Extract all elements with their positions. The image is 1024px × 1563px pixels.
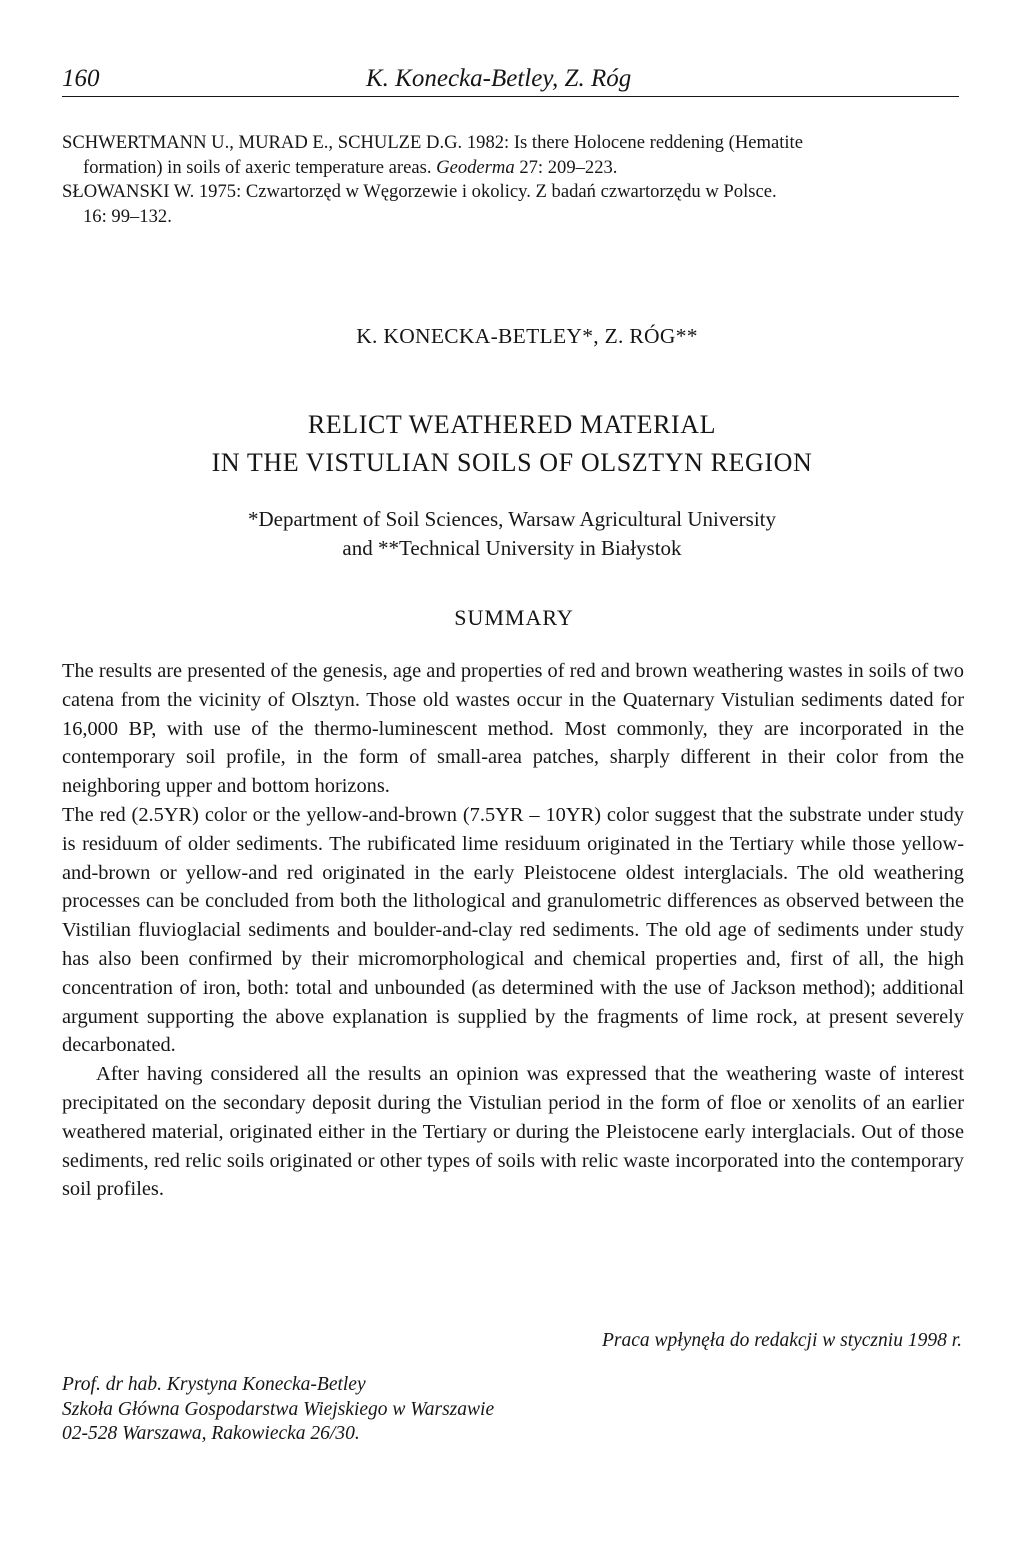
reference-pages: 27: 209–223. (519, 156, 618, 178)
received-note: Praca wpłynęła do redakcji w styczniu 1998 r. (602, 1330, 962, 1351)
affiliation-line: and **Technical University in Białystok (342, 536, 682, 560)
reference-list (62, 131, 962, 230)
article-authors: K. KONECKA-BETLEY*, Z. RÓG** (356, 324, 698, 348)
reference-text: formation) in soils of axeric temperature areas. (83, 156, 432, 178)
address-line: Prof. dr hab. Krystyna Konecka-Betley (62, 1374, 366, 1395)
article-title-line: RELICT WEATHERED MATERIAL (307, 410, 717, 439)
article-title-line: IN THE VISTULIAN SOILS OF OLSZTYN REGION (211, 448, 813, 477)
affiliation-line: *Department of Soil Sciences, Warsaw Agricultural University (247, 507, 777, 531)
summary-body (62, 657, 964, 1204)
reference-item (62, 131, 962, 180)
address-line: 02-528 Warszawa, Rakowiecka 26/30. (62, 1423, 360, 1444)
reference-continuation: 16: 99–132. (83, 206, 172, 228)
reference-continuation (62, 156, 962, 181)
page-number: 160 (62, 65, 100, 92)
summary-paragraph: The red (2.5YR) color or the yellow-and-brown (7.5YR – 10YR) color suggest that the substrate under study is residuum of older sediments. The rubificated lime residuum originated in the Tertiary while those yellow-and-brown or yellow-and red originated in the early Pleistocene oldest interglacials. The old weathering processes can be concluded from both the lithological and granulometric differences as observed between the Vistilian fluvioglacial sediments and boulder-and-clay red sediments. The old age of sediments under study has also been confirmed by their micromorphological and chemical properties and, first of all, the high concentration of iron, both: total and unbounded (as determined with the use of Jackson method); additional argument supporting the above explanation is supplied by the fragments of lime rock, at present severely decarbonated. (62, 803, 964, 1057)
reference-journal: Geoderma (436, 156, 515, 178)
affiliation (0, 505, 1024, 563)
summary-paragraph: The results are presented of the genesis, age and properties of red and brown weathering wastes in soils of two catena from the vicinity of Olsztyn. Those old wastes occur in the Quaternary Vistulian sediments dated for 16,000 BP, with use of the thermo-luminescent method. Most commonly, they are incorporated in the contemporary soil profile, in the form of small-area patches, sharply different in their color from the neighboring upper and bottom horizons. (62, 660, 964, 798)
reference-text: SCHWERTMANN U., MURAD E., SCHULZE D.G. 1982: Is there Holocene reddening (Hematite (62, 132, 803, 153)
reference-item (62, 180, 962, 229)
running-head-authors: K. Konecka-Betley, Z. Róg (366, 65, 632, 92)
reference-text: SŁOWANSKI W. 1975: Czwartorzęd w Węgorzewie i okolicy. Z badań czwartorzędu w Polsce. (62, 181, 777, 203)
address-line: Szkoła Główna Gospodarstwa Wiejskiego w Warszawie (62, 1398, 495, 1420)
author-address (62, 1373, 494, 1447)
running-head (62, 62, 959, 97)
summary-paragraph: After having considered all the results an opinion was expressed that the weathering waste of interest precipitated on the secondary deposit during the Vistulian period in the form of floe or xenolits of an earlier weathered material, originated either in the Tertiary or during the Pleistocene early interglacials. Out of those sediments, red relic soils originated or other types of soils with relic waste incorporated into the contemporary soil profiles. (62, 1063, 964, 1201)
summary-heading: SUMMARY (454, 605, 574, 630)
article-title (0, 406, 1024, 482)
